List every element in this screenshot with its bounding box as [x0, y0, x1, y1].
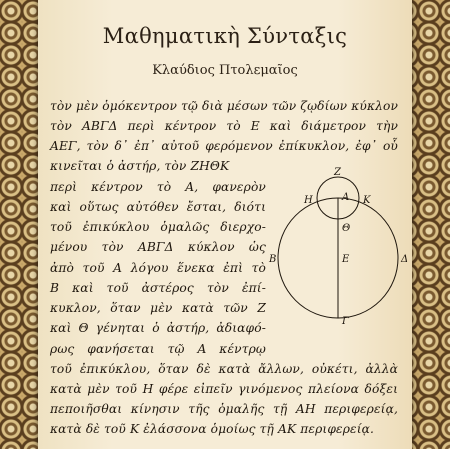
label-kappa: Κ [363, 195, 371, 206]
label-alpha: Α [342, 192, 350, 203]
label-zeta: Ζ [334, 167, 341, 178]
text-line: κυκλον, ὅταν μὲν κατὰ τῶν Ζ [50, 301, 266, 315]
text-line: τὸν ΑΒΓΔ περὶ κέντρον τὸ Ε καὶ διάμετρον τὴν [50, 119, 398, 133]
text-line: τοῦ ἐπικύκλου, ὅταν δὲ κατὰ ἄλλων, οὐκέτι, ἀλλὰ [50, 362, 398, 376]
text-line: καὶ Θ γένηται ὁ ἀστήρ, ἀδιαφό- [50, 321, 266, 335]
text-line: κινεῖται ὁ ἀστήρ, τὸν ΖΗΘΚ [50, 159, 230, 173]
page-title: Μαθηματικὴ Σύνταξις [102, 24, 348, 48]
text-line: ρως φανήσεται τῷ Α κέντρῳ [50, 342, 266, 356]
text-line: καὶ οὕτως αὐτόθεν ἔσται, διότι [50, 200, 266, 214]
manuscript-page [38, 0, 412, 449]
text-line: ΑΕΓ, τὸν δ᾽ ἐπ᾽ αὐτοῦ φερόμενον ἐπίκυκλον, ἐφ᾽ οὗ [50, 139, 398, 153]
text-line: μένου τὸν ΑΒΓΔ κύκλον ὡς [50, 240, 266, 254]
label-eta: Η [304, 195, 313, 206]
label-epsilon: Ε [342, 254, 350, 265]
label-beta: Β [269, 254, 277, 265]
epicycle-diagram [269, 164, 409, 327]
text-line: κατὰ μὲν τοῦ Η φέρε εἰπεῖν γινόμενος πλείονα δόξει [50, 382, 398, 396]
text-line: Β καὶ τοῦ ἀστέρος τὸν ἐπί- [50, 281, 266, 295]
text-line: τοῦ ἐπικύκλου ὁμαλῶς διερχο- [50, 220, 266, 234]
label-delta: Δ [401, 254, 409, 265]
text-line: ἀπὸ τοῦ Α λόγου ἕνεκα ἐπὶ τὸ [50, 261, 266, 275]
text-line: πεποιῆσθαι κίνησιν τῆς ὁμαλῆς τῇ ΑΗ περιφερείᾳ, [50, 402, 398, 416]
text-line: κατὰ δὲ τοῦ Κ ἐλάσσονα ὁμοίως τῇ ΑΚ περιφερείᾳ. [50, 422, 375, 436]
text-line: περὶ κέντρον τὸ Α, φανερὸν [50, 180, 266, 194]
label-theta: Θ [342, 223, 351, 234]
author-name: Κλαύδιος Πτολεμαῖος [152, 63, 298, 78]
text-line: τὸν μὲν ὁμόκεντρον τῷ διὰ μέσων τῶν ζῳδίων κύκλον [50, 99, 399, 113]
label-gamma: Γ [342, 316, 349, 327]
